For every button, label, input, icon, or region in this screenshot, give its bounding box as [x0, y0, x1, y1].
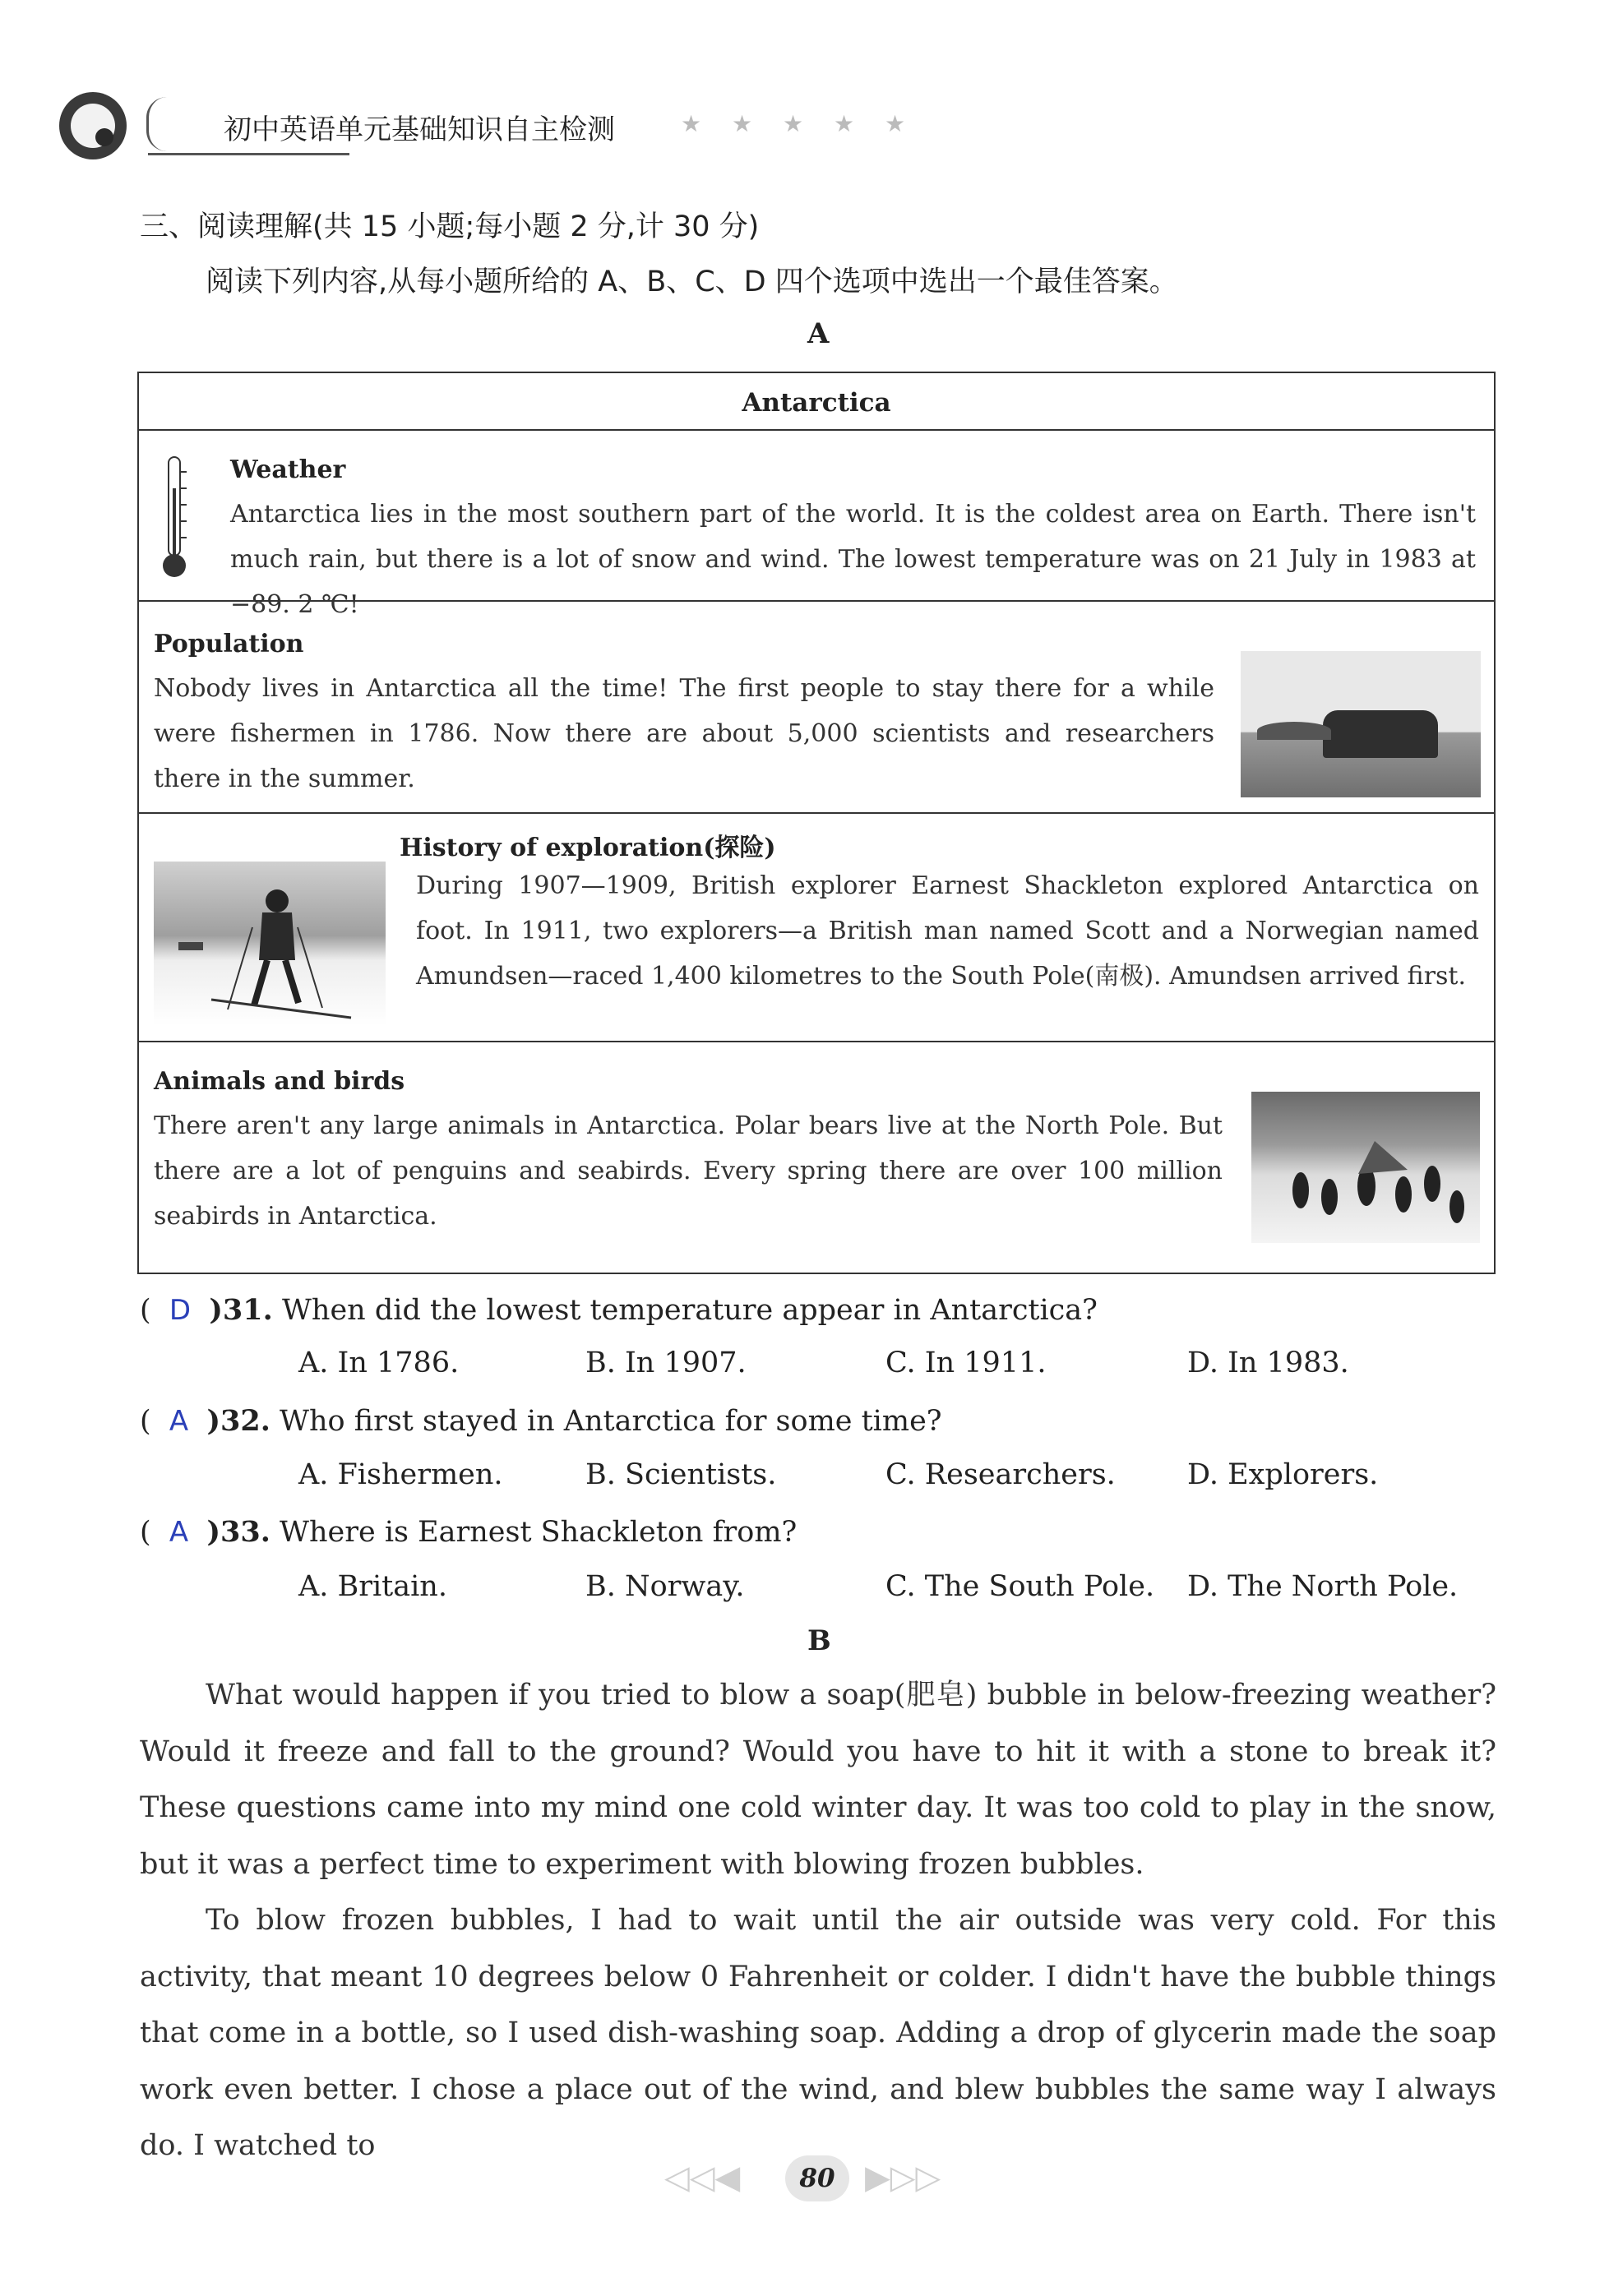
question-text: Where is Earnest Shackleton from? [280, 1516, 798, 1549]
option-c: C. The South Pole. [885, 1570, 1155, 1603]
history-row [139, 812, 1494, 1041]
question-text: Who first stayed in Antarctica for some time? [280, 1405, 942, 1438]
population-row [139, 600, 1494, 812]
answer-32: A [169, 1405, 189, 1438]
difficulty-stars-icon: ★ ★ ★ ★ ★ [681, 110, 918, 137]
option-b: B. Scientists. [585, 1458, 777, 1491]
answer-33: A [169, 1516, 189, 1549]
page-number: 80 [785, 2155, 849, 2201]
history-heading: History of exploration(探险) [400, 834, 776, 862]
penguins-photo [1251, 1092, 1480, 1243]
option-d: D. In 1983. [1187, 1347, 1349, 1379]
question-32: ( A )32. Who first stayed in Antarctica for some time? [140, 1404, 942, 1438]
weather-row [139, 429, 1494, 619]
header-title: 初中英语单元基础知识自主检测 [224, 113, 615, 146]
animals-text: There aren't any large animals in Antarctica. Polar bears live at the North Pole. But there are a lot of penguins and seabirds. Every spring there are over 100 million seabirds in Antarctica. [154, 1111, 1223, 1231]
option-d: D. Explorers. [1187, 1458, 1379, 1491]
option-c: C. Researchers. [885, 1458, 1116, 1491]
option-a: A. Fishermen. [298, 1458, 503, 1491]
question-number: )32. [206, 1404, 270, 1438]
header-bracket [146, 97, 167, 151]
table-title: Antarctica [742, 388, 891, 418]
fishermen-boat-photo [1241, 651, 1481, 797]
option-c: C. In 1911. [885, 1347, 1047, 1379]
option-b: B. In 1907. [585, 1347, 747, 1379]
animals-heading: Animals and birds [154, 1067, 405, 1096]
weather-text: Antarctica lies in the most southern part of the world. It is the coldest area on Earth. There isn't much rain, but there is a lot of snow and wind. The lowest temperature was on 21 July in 1983 at −89. 2 ℃! [230, 500, 1476, 619]
section-title: 三、阅读理解(共 15 小题;每小题 2 分,计 30 分) [140, 210, 760, 243]
antarctica-table [137, 372, 1496, 1274]
option-a: A. In 1786. [298, 1347, 460, 1379]
question-33: ( A )33. Where is Earnest Shackleton from? [140, 1515, 798, 1549]
previous-page-arrows-icon: ◁◁◀ [664, 2159, 741, 2197]
question-31: ( D )31. When did the lowest temperature appear in Antarctica? [140, 1293, 1098, 1327]
explorer-skiing-photo [154, 862, 386, 1026]
question-number: )31. [209, 1293, 273, 1327]
option-d: D. The North Pole. [1187, 1570, 1459, 1603]
passage-b-label: B [807, 1624, 831, 1657]
thermometer-icon [160, 455, 188, 584]
next-page-arrows-icon: ▶▷▷ [865, 2159, 941, 2197]
option-a: A. Britain. [298, 1570, 447, 1603]
passage-b-paragraph-1: What would happen if you tried to blow a soap(肥皂) bubble in below-freezing weather? Would it freeze and fall to the ground? Would you have to hit it with a stone to break it? These questions came into my mind one cold winter day. It was too cold to play in the snow, but it was a perfect time to experiment with blowing frozen bubbles. [140, 1679, 1496, 1881]
history-text: During 1907—1909, British explorer Earnest Shackleton explored Antarctica on foot. In 1911, two explorers—a British man named Scott and a Norwegian named Amundsen—raced 1,400 kilometres to the South Pole(南极). Amundsen arrived first. [416, 871, 1479, 991]
header-underline [148, 153, 349, 155]
question-number: )33. [206, 1515, 270, 1549]
option-b: B. Norway. [585, 1570, 745, 1603]
section-instruction: 阅读下列内容,从每小题所给的 A、B、C、D 四个选项中选出一个最佳答案。 [206, 266, 1178, 298]
weather-heading: Weather [230, 455, 346, 484]
animals-row [139, 1041, 1494, 1273]
question-text: When did the lowest temperature appear in Antarctica? [281, 1294, 1098, 1327]
passage-b-paragraph-2: To blow frozen bubbles, I had to wait until the air outside was very cold. For this activity, that meant 10 degrees below 0 Fahrenheit or colder. I didn't have the bubble things that come in a bottle, so I used dish-washing soap. Adding a drop of glycerin made the soap work even better. I chose a place out of the wind, and blew bubbles the same way I always do. I watched to [140, 1904, 1496, 2162]
population-text: Nobody lives in Antarctica all the time! The first people to stay there for a while were fishermen in 1786. Now there are about 5,000 scientists and researchers there in the summer. [154, 674, 1214, 793]
population-heading: Population [154, 630, 304, 658]
answer-31: D [169, 1294, 192, 1327]
book-logo-icon [59, 92, 127, 159]
passage-a-label: A [807, 317, 830, 350]
